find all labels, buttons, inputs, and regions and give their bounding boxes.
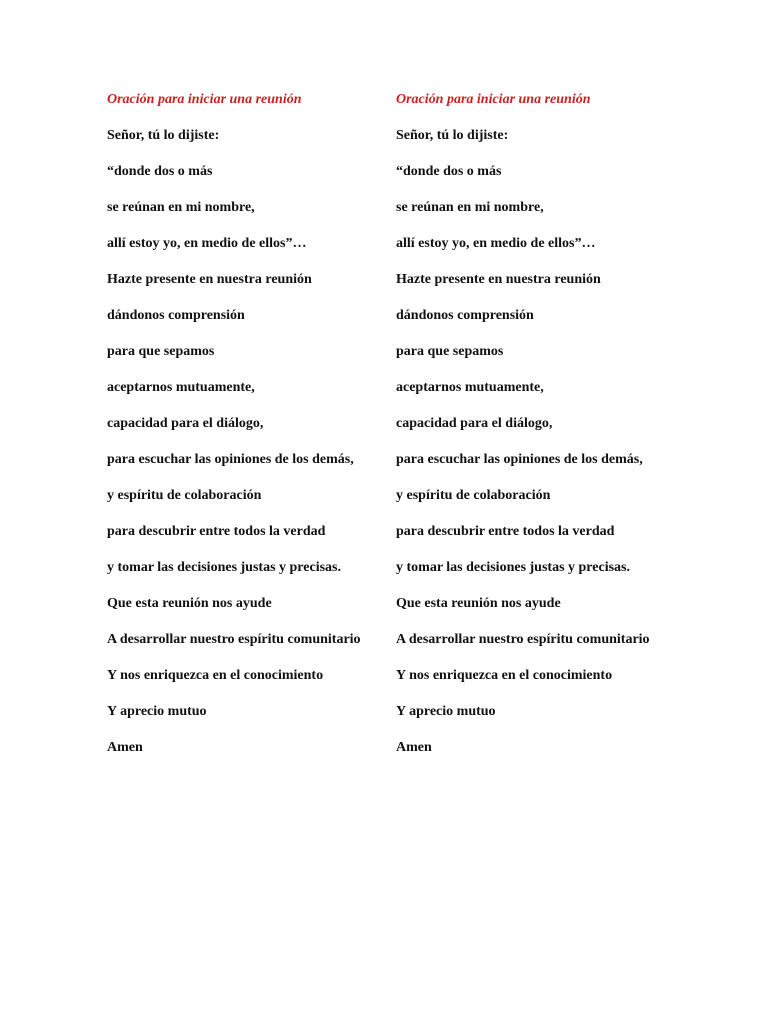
- prayer-line: A desarrollar nuestro espíritu comunitario: [107, 632, 361, 647]
- prayer-line: para escuchar las opiniones de los demás,: [396, 452, 643, 467]
- prayer-line: A desarrollar nuestro espíritu comunitario: [396, 632, 650, 647]
- prayer-line: Y aprecio mutuo: [107, 704, 207, 719]
- prayer-line: Señor, tú lo dijiste:: [107, 128, 220, 143]
- prayer-line: se reúnan en mi nombre,: [107, 200, 255, 215]
- prayer-line: para que sepamos: [107, 344, 215, 359]
- prayer-line: capacidad para el diálogo,: [396, 416, 553, 431]
- prayer-line: Que esta reunión nos ayude: [396, 596, 561, 611]
- prayer-line: aceptarnos mutuamente,: [396, 380, 544, 395]
- prayer-line: y tomar las decisiones justas y precisas.: [107, 560, 341, 575]
- right-prayer-column: [396, 91, 661, 775]
- prayer-line: para que sepamos: [396, 344, 504, 359]
- prayer-line: Amen: [107, 740, 143, 755]
- prayer-line: Y aprecio mutuo: [396, 704, 496, 719]
- prayer-line: Que esta reunión nos ayude: [107, 596, 272, 611]
- prayer-line: dándonos comprensión: [396, 308, 534, 323]
- prayer-line: Amen: [396, 740, 432, 755]
- prayer-line: Hazte presente en nuestra reunión: [396, 272, 601, 287]
- prayer-line: Hazte presente en nuestra reunión: [107, 272, 312, 287]
- prayer-title: Oración para iniciar una reunión: [107, 92, 302, 107]
- prayer-line: Señor, tú lo dijiste:: [396, 128, 509, 143]
- prayer-line: Y nos enriquezca en el conocimiento: [396, 668, 613, 683]
- prayer-line: y espíritu de colaboración: [396, 488, 551, 503]
- prayer-line: dándonos comprensión: [107, 308, 245, 323]
- prayer-line: Y nos enriquezca en el conocimiento: [107, 668, 324, 683]
- prayer-line: para descubrir entre todos la verdad: [107, 524, 326, 539]
- prayer-line: aceptarnos mutuamente,: [107, 380, 255, 395]
- prayer-line: allí estoy yo, en medio de ellos”…: [396, 236, 596, 251]
- left-prayer-column: [107, 91, 369, 775]
- prayer-line: “donde dos o más: [396, 164, 502, 179]
- prayer-line: “donde dos o más: [107, 164, 213, 179]
- prayer-line: allí estoy yo, en medio de ellos”…: [107, 236, 307, 251]
- prayer-line: para escuchar las opiniones de los demás,: [107, 452, 354, 467]
- prayer-line: y tomar las decisiones justas y precisas.: [396, 560, 630, 575]
- prayer-title: Oración para iniciar una reunión: [396, 92, 591, 107]
- prayer-line: capacidad para el diálogo,: [107, 416, 264, 431]
- prayer-line: se reúnan en mi nombre,: [396, 200, 544, 215]
- prayer-line: para descubrir entre todos la verdad: [396, 524, 615, 539]
- prayer-line: y espíritu de colaboración: [107, 488, 262, 503]
